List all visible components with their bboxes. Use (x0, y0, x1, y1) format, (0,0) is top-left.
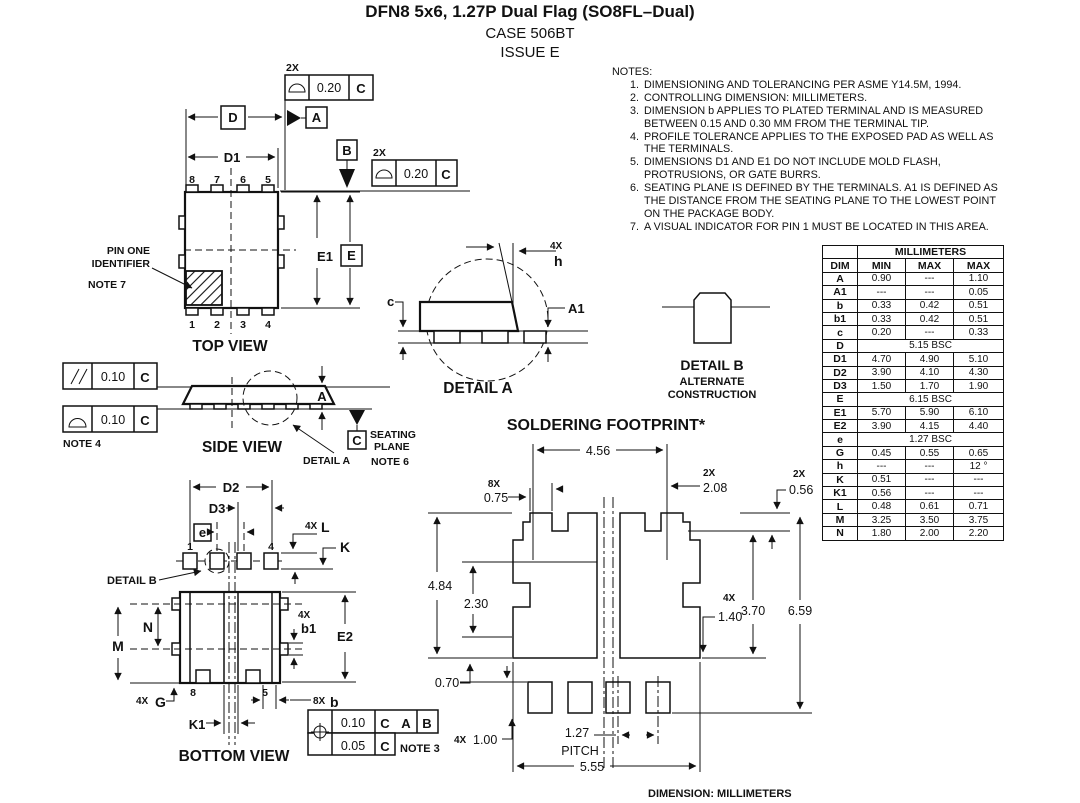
note-item: 5. DIMENSIONS D1 AND E1 DO NOT INCLUDE MOLD FLASH, PROTRUSIONS, OR GATE BURRS. (629, 156, 941, 182)
dim-label-L: L (321, 519, 330, 535)
footprint-left-pad (513, 513, 597, 658)
tolerance-frame-top (285, 75, 373, 100)
dim-label-E1: E1 (317, 249, 333, 264)
dim-label-D: D (228, 110, 238, 125)
table-row: K1 0.56 --- --- (823, 487, 1004, 500)
svg-text:7: 7 (214, 174, 220, 186)
detail-a-body (420, 302, 518, 331)
dim-label-A: A (317, 389, 327, 404)
pos-datum-b: B (422, 716, 432, 731)
table-row: h --- --- 12 ° (823, 460, 1004, 473)
table-row: M 3.25 3.50 3.75 (823, 513, 1004, 526)
dim-6-59: 6.59 (787, 604, 813, 618)
detail-a-ref-label: DETAIL A (303, 455, 351, 467)
datum-c-label: C (352, 433, 362, 448)
col-header: DIM (823, 259, 858, 272)
par-datum: C (140, 370, 150, 385)
qty-4x-notch: 4X (723, 593, 736, 604)
note6-label: NOTE 6 (371, 456, 409, 468)
dim-4-84: 4.84 (427, 579, 453, 593)
table-row: D 5.15 BSC (823, 339, 1004, 352)
detail-b-caption: DETAIL B (680, 357, 744, 373)
table-row: G 0.45 0.55 0.65 (823, 446, 1004, 459)
pos-tol-1: 0.10 (340, 716, 366, 730)
parallelism-frame (63, 363, 157, 389)
svg-text:3: 3 (240, 319, 246, 331)
top-view-caption: TOP VIEW (192, 338, 268, 355)
dim-label-E2: E2 (337, 629, 353, 644)
frame-a-datum: C (356, 81, 366, 96)
top-view (88, 62, 470, 355)
dim-label-K: K (340, 539, 351, 555)
pin-one-label-1: PIN ONE (106, 245, 150, 257)
dim-2-08: 2.08 (703, 481, 728, 495)
dim-label-N: N (142, 619, 153, 635)
datum-a (287, 107, 327, 128)
frame-a-tol: 0.20 (316, 81, 342, 95)
page-title: DFN8 5x6, 1.27P Dual Flag (SO8FL–Dual) (365, 2, 695, 21)
table-row: D3 1.50 1.70 1.90 (823, 379, 1004, 392)
qty-2x-top: 2X (286, 62, 299, 74)
table-unit-header: MILLIMETERS (858, 246, 1004, 259)
note-item: 4. PROFILE TOLERANCE APPLIES TO THE EXPOSED PAD AS WELL AS THE TERMINALS. (629, 130, 994, 156)
profile-frame (63, 406, 157, 432)
dim-label-D1: D1 (223, 150, 241, 165)
note-item: 2. CONTROLLING DIMENSION: MILLIMETERS. (629, 91, 868, 104)
pin1-label: 1 (187, 541, 193, 553)
table-row: A1 --- --- 0.05 (823, 286, 1004, 299)
qty-4x-l: 4X (305, 521, 318, 532)
table-row: E2 3.90 4.15 4.40 (823, 420, 1004, 433)
dim-1-40: 1.40 (718, 610, 743, 624)
qty-4x-b1: 4X (298, 610, 311, 621)
dim-1-00: 1.00 (473, 733, 498, 747)
dim-label-b1: b1 (301, 621, 317, 636)
svg-text:4: 4 (265, 319, 271, 331)
bottom-view-caption: BOTTOM VIEW (178, 748, 290, 765)
qty-4x-h: 4X (550, 241, 563, 252)
dim-2-30: 2.30 (463, 597, 489, 611)
detail-a-caption: DETAIL A (443, 380, 513, 397)
table-row: K 0.51 --- --- (823, 473, 1004, 486)
side-view (63, 363, 416, 468)
dim-label-G: G (155, 694, 166, 710)
pin8-label: 8 (190, 687, 196, 699)
table-row: D2 3.90 4.10 4.30 (823, 366, 1004, 379)
footer-dimension-note: DIMENSION: MILLIMETERS (648, 788, 792, 800)
qty-2x-step: 2X (793, 469, 806, 480)
pitch-label: PITCH (561, 744, 599, 758)
svg-text:8: 8 (189, 174, 195, 186)
svg-text:1: 1 (189, 319, 195, 331)
qty-8x-tab: 8X (487, 479, 501, 490)
table-row: L 0.48 0.61 0.71 (823, 500, 1004, 513)
datum-c-seating (348, 410, 366, 449)
note-item: 6. SEATING PLANE IS DEFINED BY THE TERMINALS. A1 IS DEFINED AS THE DISTANCE FROM THE SEATING PLANE TO THE LOWEST POINT ON THE PACKAGE BODY. (629, 182, 998, 220)
bottom-top-pads (183, 553, 278, 569)
tolerance-frame-right (372, 160, 457, 186)
dim-0-75: 0.75 (483, 491, 509, 505)
prof-tol: 0.10 (100, 413, 126, 427)
footprint-bottom-pads (528, 682, 670, 713)
case-number: CASE 506BT (485, 25, 575, 42)
pos-tol-2: 0.05 (340, 739, 366, 753)
col-header: MAX (906, 259, 954, 272)
qty-2x-right: 2X (373, 147, 386, 159)
dim-label-M: M (112, 638, 124, 654)
svg-text:5: 5 (265, 174, 271, 186)
table-row: b 0.33 0.42 0.51 (823, 299, 1004, 312)
datum-b-label: B (342, 143, 352, 158)
seating-plane-label-2: PLANE (374, 441, 410, 453)
table-row: c 0.20 --- 0.33 (823, 326, 1004, 339)
qty-2x-inset: 2X (703, 468, 716, 479)
col-header: MAX (954, 259, 1004, 272)
dim-label-e: e (198, 525, 207, 540)
notes-heading: NOTES: (612, 66, 653, 78)
note7-label: NOTE 7 (88, 279, 126, 291)
qty-4x-sp: 4X (454, 735, 467, 746)
dim-label-b: b (330, 694, 339, 710)
dim-0-56: 0.56 (789, 483, 814, 497)
detail-b-view (662, 293, 770, 401)
note3-label: NOTE 3 (400, 743, 440, 755)
table-row: A 0.90 --- 1.10 (823, 272, 1004, 285)
dim-label-D2: D2 (222, 480, 240, 495)
dim-label-A1: A1 (568, 301, 585, 316)
detail-b-terminal (694, 293, 731, 343)
prof-datum: C (140, 413, 150, 428)
dim-label-c: c (387, 294, 395, 309)
table-row: e 1.27 BSC (823, 433, 1004, 446)
detail-a-leads (434, 331, 546, 343)
dim-label-K1: K1 (188, 717, 206, 732)
dim-4-56: 4.56 (585, 444, 611, 458)
dim-1-27: 1.27 (564, 726, 590, 740)
detail-a-view (387, 241, 588, 397)
detail-b-alt-2: CONSTRUCTION (667, 389, 757, 401)
seating-plane-label-1: SEATING (370, 429, 416, 441)
svg-text:2: 2 (214, 319, 220, 331)
datum-b (337, 140, 357, 188)
datum-triangle-icon (339, 169, 355, 188)
side-view-caption: SIDE VIEW (201, 439, 283, 456)
dim-label-E: E (347, 248, 356, 263)
qty-4x-g: 4X (136, 696, 149, 707)
table-row: N 1.80 2.00 2.20 (823, 527, 1004, 540)
col-header: MIN (858, 259, 906, 272)
detail-b-ref-label: DETAIL B (107, 575, 157, 587)
bottom-view (107, 480, 440, 765)
footprint-right-pad (620, 513, 700, 658)
pos-datum-c2: C (380, 739, 390, 754)
pos-datum-a: A (401, 716, 411, 731)
note-item: 1. DIMENSIONING AND TOLERANCING PER ASME Y14.5M, 1994. (629, 78, 962, 91)
side-profile-outline (183, 386, 334, 404)
dimension-table (822, 245, 1004, 541)
bottom-body-outline (180, 592, 280, 683)
pin-one-label-2: IDENTIFIER (91, 258, 150, 270)
dim-5-55: 5.55 (579, 760, 605, 774)
datum-triangle-icon (287, 110, 301, 126)
pos-datum-c1: C (380, 716, 390, 731)
issue-revision: ISSUE E (500, 44, 560, 61)
par-tol: 0.10 (100, 370, 126, 384)
notes-block (612, 66, 1010, 234)
qty-8x-b: 8X (313, 696, 326, 707)
table-row: E 6.15 BSC (823, 393, 1004, 406)
detail-b-alt-1: ALTERNATE (679, 376, 745, 388)
table-row: D1 4.70 4.90 5.10 (823, 353, 1004, 366)
datum-triangle-icon (349, 410, 365, 425)
dim-label-D3: D3 (208, 501, 226, 516)
note-item: 3. DIMENSION b APPLIES TO PLATED TERMINAL AND IS MEASURED BETWEEN 0.15 AND 0.30 MM FROM THE TERMINAL TIP. (629, 104, 983, 130)
table-row: E1 5.70 5.90 6.10 (823, 406, 1004, 419)
dim-0-70: 0.70 (434, 676, 460, 690)
dim-3-70: 3.70 (740, 604, 766, 618)
note-item: 7. A VISUAL INDICATOR FOR PIN 1 MUST BE LOCATED IN THIS AREA. (629, 220, 989, 233)
table-row: b1 0.33 0.42 0.51 (823, 312, 1004, 325)
svg-text:6: 6 (240, 174, 246, 186)
soldering-footprint (428, 417, 814, 774)
title-block (180, 2, 880, 61)
pin4-label: 4 (268, 541, 274, 553)
frame-b-datum: C (441, 167, 451, 182)
dim-label-h: h (554, 253, 563, 269)
note4-label: NOTE 4 (63, 438, 101, 450)
frame-b-tol: 0.20 (403, 167, 429, 181)
pin5-label: 5 (262, 687, 268, 699)
footprint-title: SOLDERING FOOTPRINT* (506, 417, 706, 434)
datum-a-label: A (311, 110, 322, 125)
